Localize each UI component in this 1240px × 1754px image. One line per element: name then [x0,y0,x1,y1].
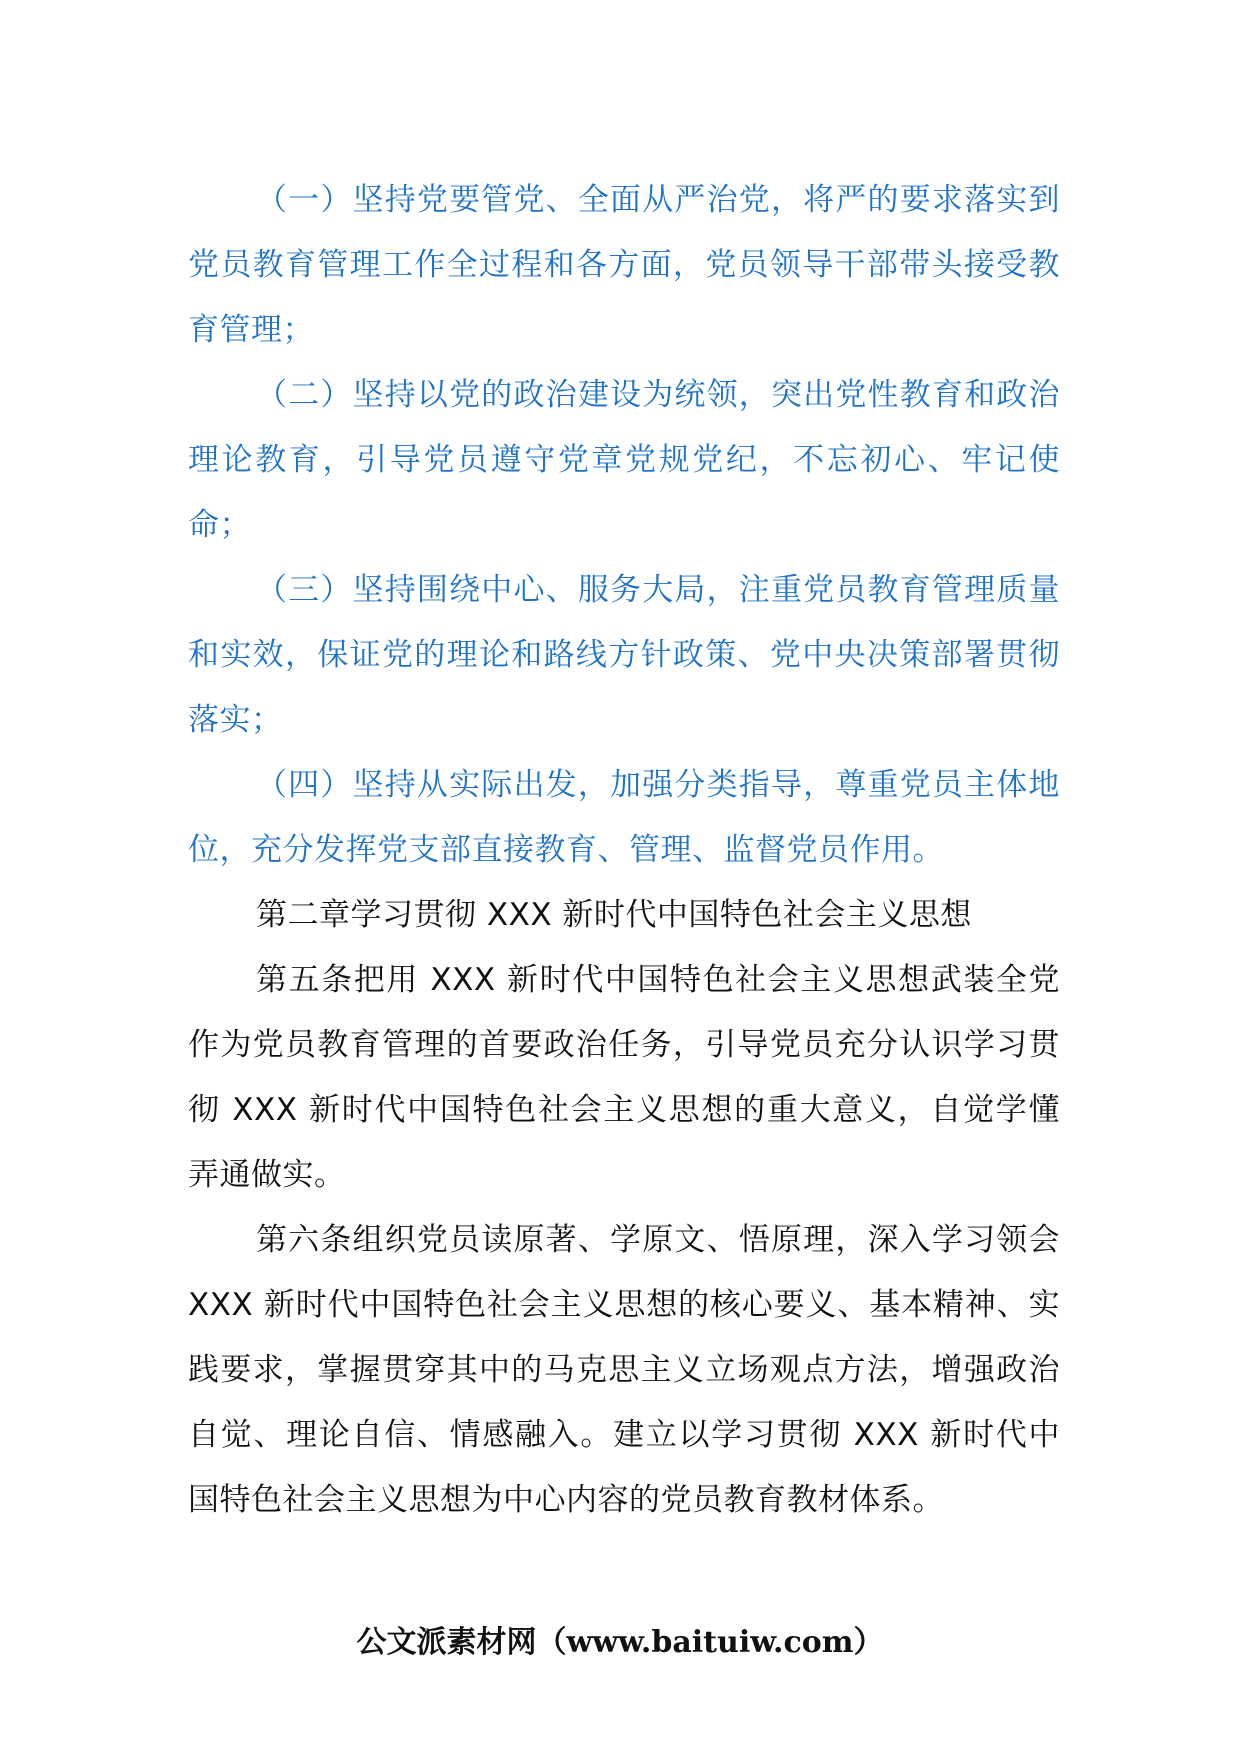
paragraph-principle-2: （二）坚持以党的政治建设为统领，突出党性教育和政治理论教育，引导党员遵守党章党规党纪，不忘初心、牢记使命； [188,377,1060,543]
paragraph-article-5: 第五条把用 XXX 新时代中国特色社会主义思想武装全党作为党员教育管理的首要政治任务，引导党员充分认识学习贯彻 XXX 新时代中国特色社会主义思想的重大意义，自觉学懂弄通做实。 [188,962,1060,1193]
paragraph-principle-3: （三）坚持围绕中心、服务大局，注重党员教育管理质量和实效，保证党的理论和路线方针政策、党中央决策部署贯彻落实； [188,572,1060,738]
footer-source-credit: 公文派素材网（www.baituiw.com） [356,1625,884,1660]
paragraph-principle-1: （一）坚持党要管党、全面从严治党，将严的要求落实到党员教育管理工作全过程和各方面，党员领导干部带头接受教育管理； [188,182,1060,348]
chapter-heading: 第二章学习贯彻 XXX 新时代中国特色社会主义思想 [256,897,972,933]
document-body [188,168,1060,1533]
paragraph-principle-4: （四）坚持从实际出发，加强分类指导，尊重党员主体地位，充分发挥党支部直接教育、管理、监督党员作用。 [188,767,1060,868]
paragraph-article-6: 第六条组织党员读原著、学原文、悟原理，深入学习领会 XXX 新时代中国特色社会主义思想的核心要义、基本精神、实践要求，掌握贯穿其中的马克思主义立场观点方法，增强政治自觉、理论自信、情感融入。建立以学习贯彻 XXX 新时代中国特色社会主义思想为中心内容的党员教育教材体系。 [188,1222,1060,1518]
